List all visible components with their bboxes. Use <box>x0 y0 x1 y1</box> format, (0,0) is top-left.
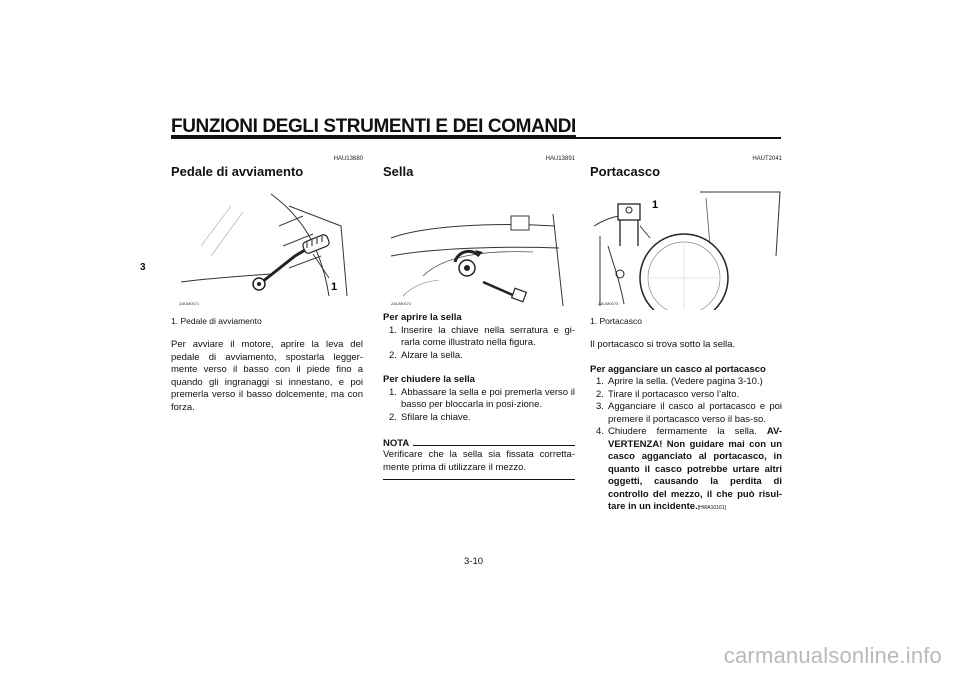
open-seat-heading: Per aprire la sella <box>383 312 462 323</box>
chapter-tab: 3 <box>140 262 146 273</box>
section-kick-starter <box>171 156 363 414</box>
watermark: carmanualsonline.info <box>723 643 942 668</box>
figure-code: ZAUM0072 <box>391 301 412 306</box>
section-seat <box>383 156 575 480</box>
warning-text: AV-VERTENZA! Non guidare mai con un casco agganciato al portacasco, in quanto il casco potrebbe urtare altri oggetti, causando la perdita di controllo del mezzo, il che può risul-tare in un incidente. <box>608 426 782 512</box>
section-helmet-holder <box>590 156 782 515</box>
figure-caption: 1. Pedale di avviamento <box>171 316 262 326</box>
chapter-title: FUNZIONI DEGLI STRUMENTI E DEI COMANDI <box>171 116 576 137</box>
kick-starter-figure <box>171 186 363 310</box>
body-paragraph: Per avviare il motore, aprire la leva del pedale di avviamento, spostarla legger-mente verso il basso con il piede fino a quando gli ingranaggi si innestano, e poi premerla verso il basso dolcemente, ma con forza. <box>171 339 363 413</box>
section-code: HAU13680 <box>333 156 363 162</box>
step-item: 2. Alzare la sella. <box>389 349 463 361</box>
intro-paragraph: Il portacasco si trova sotto la sella. <box>590 339 736 350</box>
kick-starter-illustration <box>171 186 363 310</box>
warning-code: [HWA10161] <box>697 505 726 511</box>
helmet-holder-figure <box>590 186 782 310</box>
attach-helmet-steps <box>590 376 782 515</box>
step-item: 2. Sfilare la chiave. <box>389 411 471 423</box>
step-item: 2. Tirare il portacasco verso l’alto. <box>596 388 740 400</box>
figure-code: ZAUM0073 <box>598 301 619 306</box>
callout-number: 1 <box>652 199 659 211</box>
page-number: 3-10 <box>464 556 484 567</box>
step-item: 3. Agganciare il casco al portacasco e poi premere il portacasco verso il bas-so. <box>596 401 782 425</box>
step-item: 1. Inserire la chiave nella serratura e gi-rarla come illustrato nella figura. <box>389 324 575 348</box>
section-code: HAUT2041 <box>752 156 782 162</box>
note-label: NOTA <box>383 438 410 449</box>
note-header <box>383 438 575 449</box>
figure-caption: 1. Portacasco <box>590 316 642 326</box>
seat-lock-illustration <box>383 186 575 310</box>
close-seat-heading: Per chiudere la sella <box>383 374 475 385</box>
section-code: HAU13891 <box>545 156 575 162</box>
step-item-warning: 4. Chiudere fermamente la sella. AV-VERTENZA! Non guidare mai con un casco agganciato al portacasco, in quanto il casco potrebbe urtare altri oggetti, causando la perdita di controllo del mezzo, il che può risul-tare in un incidente.[HWA10161] <box>596 426 782 512</box>
note-rule <box>413 445 575 446</box>
step-item: 1. Abbassare la sella e poi premerla verso il basso per bloccarla in posi-zione. <box>389 386 575 410</box>
attach-helmet-heading: Per agganciare un casco al portacasco <box>590 363 766 375</box>
seat-figure <box>383 186 575 310</box>
note-end-rule <box>383 479 575 480</box>
header-rule <box>171 137 781 139</box>
helmet-holder-illustration <box>590 186 782 310</box>
note-text: Verificare che la sella sia fissata corretta-mente prima di utilizzare il mezzo. <box>383 449 575 473</box>
section-title: Sella <box>383 164 414 179</box>
open-seat-steps <box>383 325 575 363</box>
callout-number: 1 <box>331 281 338 293</box>
section-title: Portacasco <box>590 164 661 179</box>
figure-code: ZAUM0071 <box>179 301 200 306</box>
step-item: 1. Aprire la sella. (Vedere pagina 3-10.) <box>596 376 763 387</box>
close-seat-steps <box>383 387 575 425</box>
section-title: Pedale di avviamento <box>171 164 304 179</box>
